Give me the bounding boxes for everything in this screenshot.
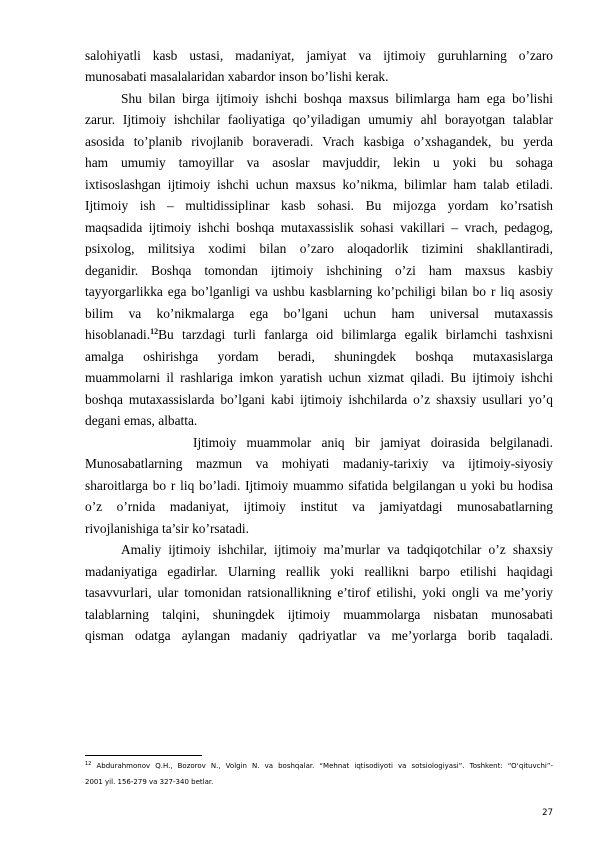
body-line: sharoitlarga bo r liq bo’ladi. Ijtimoiy muammo sifatida belgilangan u yoki bu hodisa [85,478,553,493]
footnote-line: 2001 yil. 156-279 va 327-340 betlar. [85,778,214,786]
footnote-number: 12 [85,761,92,767]
footnote-separator [85,755,202,756]
body-line: rivojlanishiga ta’sir ko’rsatadi. [85,521,249,536]
body-line: qisman odatga aylangan madaniy qadriyatlar va me’yorlarga borib taqaladi. [85,628,553,643]
body-line: muammolarni il rashlariga imkon yaratish uchun xizmat qiladi. Bu ijtimoiy ishchi [85,370,553,385]
body-line-with-footnote-ref [85,327,553,343]
body-line: tasavvurlari, ular tomonidan ratsionallikning e’tirof etilishi, yoki ongli va me’yoriy [85,585,553,600]
body-line: deganidir. Boshqa tomondan ijtimoiy ishchining o’zi ham maxsus kasbiy [85,263,553,278]
body-line: Ijtimoiy muammolar aniq bir jamiyat doirasida belgilanadi. [193,435,553,450]
footnote-reference[interactable]: 12 [150,327,159,336]
body-line: munosabati masalalaridan xabardor inson bo’lishi kerak. [85,69,389,84]
body-line: maqsadida ijtimoiy ishchi boshqa mutaxassislik sohasi vakillari – vrach, pedagog, [85,220,553,235]
body-line: bilim va ko’nikmalarga ega bo’lgani uchun ham universal mutaxassis [85,306,553,321]
body-line: talablarning talqini, shuningdek ijtimoiy muammolarga nisbatan munosabati [85,607,553,622]
body-line: amalga oshirishga yordam beradi, shuningdek boshqa mutaxasislarga [85,349,553,364]
body-line: madaniyatiga egadirlar. Ularning reallik yoki reallikni barpo etilishi haqidagi [85,564,553,579]
body-line: o’z o’rnida madaniyat, ijtimoiy institut va jamiyatdagi munosabatlarning [85,499,553,514]
body-line: zarur. Ijtimoiy ishchilar faoliyatiga qo’yiladigan umumiy ahl borayotgan talablar [85,112,553,127]
body-line: Ijtimoiy ish – multidissiplinar kasb sohasi. Bu mijozga yordam ko’rsatish [85,198,553,213]
page-number: 27 [542,808,553,818]
body-line: boshqa mutaxassislarda bo’lgani kabi ijtimoiy ishchilarda o’z shaxsiy usullari yo’q [85,392,553,407]
footnote-text: Abdurahmonov Q.H., Bozorov N., Volgin N. va boshqalar. “Mehnat iqtisodiyoti va sotsiologiyasi”. Toshkent: “O‘qituvchi”- [96,762,553,770]
body-line: degani emas, albatta. [85,413,198,428]
body-line: psixolog, militsiya xodimi bilan o’zaro aloqadorlik tizimini shakllantiradi, [85,241,553,256]
body-text: Bu tarzdagi turli fanlarga oid bilimlarga egalik birlamchi tashxisni [158,327,553,342]
body-line: ixtisoslashgan ijtimoiy ishchi uchun maxsus ko’nikma, bilimlar ham talab etiladi. [85,177,553,192]
body-line: ham umumiy tamoyillar va asoslar mavjuddir, lekin u yoki bu sohaga [85,155,553,170]
body-line: tayyorgarlikka ega bo’lganligi va ushbu kasblarning ko’pchiligi bilan bo r liq asosiy [85,284,553,299]
body-line: Munosabatlarning mazmun va mohiyati madaniy-tarixiy va ijtimoiy-siyosiy [85,456,553,471]
body-line: asosida to’planib rivojlanib boraveradi. Vrach kasbiga o’xshagandek, bu yerda [85,134,553,149]
body-line: salohiyatli kasb ustasi, madaniyat, jamiyat va ijtimoiy guruhlarning o’zaro [85,48,553,63]
footnote-line [85,761,553,771]
body-line: Amaliy ijtimoiy ishchilar, ijtimoiy ma’murlar va tadqiqotchilar o’z shaxsiy [121,542,553,557]
body-text: hisoblanadi. [85,327,151,342]
body-line: Shu bilan birga ijtimoiy ishchi boshqa maxsus bilimlarga ham ega bo’lishi [121,91,553,106]
